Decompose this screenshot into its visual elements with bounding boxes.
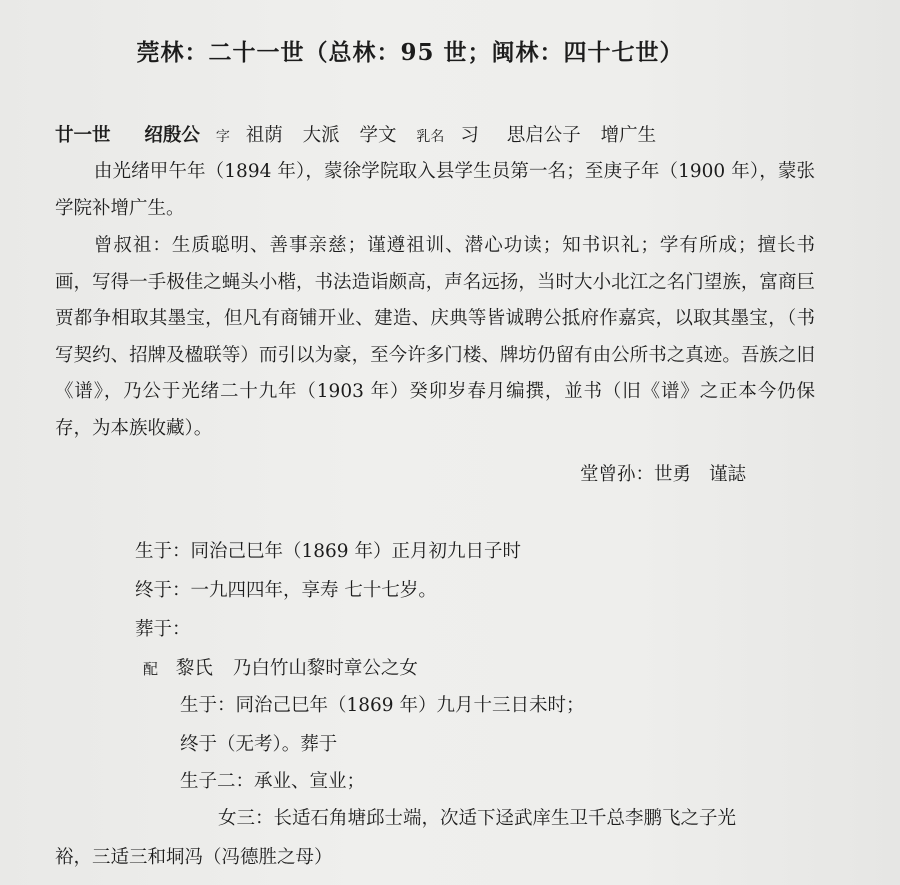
school-name: 学文 xyxy=(359,125,397,146)
ancestor-name: 绍殷公 xyxy=(144,125,200,146)
page-title: 莞林：二十一世（总林：95 世；闽林：四十七世） xyxy=(136,39,684,66)
milk-name: 习 xyxy=(460,125,479,146)
daughters-record-line2: 裕，三适三和垌冯（冯德胜之母） xyxy=(55,847,333,868)
spouse-death: 终于（无考）。葬于 xyxy=(180,734,338,755)
intro-paragraph xyxy=(55,154,815,227)
spouse-name: 黎氏 xyxy=(175,658,213,679)
zi-label: 字 xyxy=(215,129,230,145)
generation-header xyxy=(55,124,670,149)
father-relation: 思启公子 xyxy=(506,125,581,146)
lineage-branch: 大派 xyxy=(302,125,340,146)
academic-title: 增广生 xyxy=(600,125,657,146)
daughters-record-line1: 女三：长适石角塘邱士端，次适下迳武庠生卫千总李鹏飞之子光 xyxy=(218,808,737,829)
courtesy-name: 祖荫 xyxy=(245,125,283,146)
spouse-origin: 乃白竹山黎时章公之女 xyxy=(232,658,418,679)
birth-record: 生于：同治己巳年（1869 年）正月初九日子时 xyxy=(135,541,521,562)
signature-suffix: 谨誌 xyxy=(709,464,747,485)
signature-author: 堂曾孙：世勇 xyxy=(580,464,692,485)
burial-record: 葬于： xyxy=(135,619,191,640)
biography-paragraph xyxy=(55,228,815,447)
intro-text: 由光绪甲午年（1894 年），蒙徐学院取入县学生员第一名；至庚子年（1900 年），蒙张学院补增广生。 xyxy=(55,161,815,219)
spouse-birth: 生于：同治己巳年（1869 年）九月十三日未时； xyxy=(180,695,585,716)
spouse-label: 配 xyxy=(143,660,159,678)
sons-record: 生子二：承业、宣业； xyxy=(180,771,366,792)
generation-label: 廿一世 xyxy=(55,125,111,146)
milk-name-label: 乳名 xyxy=(416,129,445,145)
signature xyxy=(580,460,746,486)
spouse-line xyxy=(143,657,418,681)
death-record: 终于：一九四四年，享寿 七十七岁。 xyxy=(135,580,437,601)
biography-text: 曾叔祖：生质聪明、善事亲慈；谨遵祖训、潜心功读；知书识礼；学有所成；擅长书画，写得一手极佳之蝇头小楷，书法造诣颇高，声名远扬，当时大小北江之名门望族，富商巨贾都争相取其墨宝，但凡有商铺开业、建造、庆典等皆诚聘公抵府作嘉宾，以取其墨宝，（书写契约、招牌及楹联等）而引以为豪，至今许多门楼、牌坊仍留有由公所书之真迹。吾族之旧《谱》，乃公于光绪二十九年（1903 年）癸卯岁春月编撰，並书（旧《谱》之正本今仍保存，为本族收藏）。 xyxy=(55,235,815,439)
